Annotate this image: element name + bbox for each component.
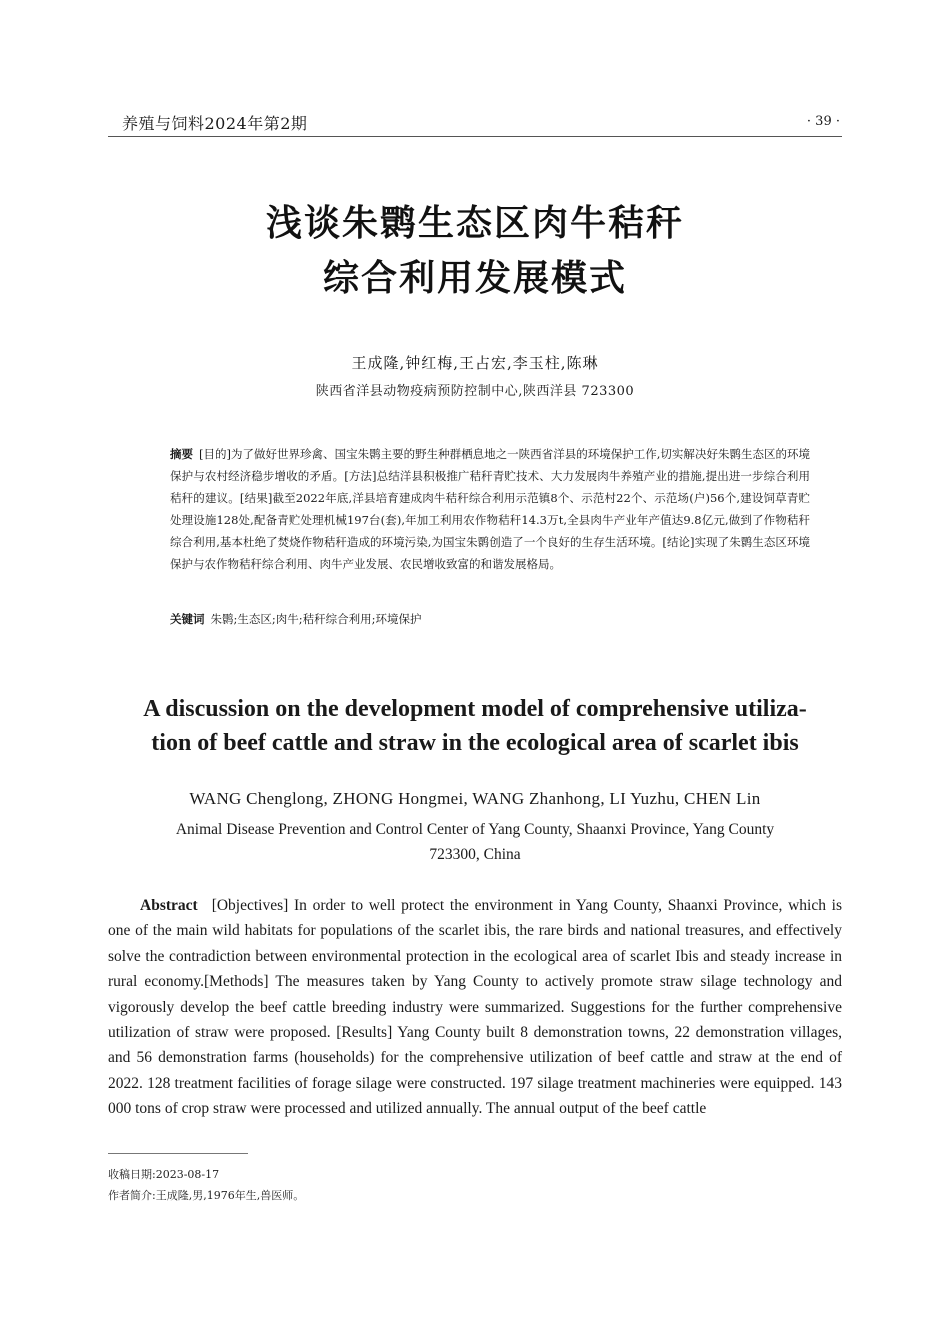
- title-en-line2: tion of beef cattle and straw in the ecological area of scarlet ibis: [151, 730, 799, 756]
- keywords-cn-label: 关键词: [170, 612, 205, 626]
- abstract-en-label: Abstract: [140, 897, 198, 914]
- footnote-received-date: 收稿日期:2023-08-17: [108, 1168, 220, 1181]
- authors-cn: 王成隆,钟红梅,王占宏,李玉柱,陈琳: [351, 354, 599, 372]
- keywords-cn: [170, 609, 810, 629]
- keywords-cn-text: 朱鹮;生态区;肉牛;秸秆综合利用;环境保护: [210, 612, 422, 626]
- abstract-en: [108, 893, 842, 1122]
- abstract-cn-label: 摘要: [170, 447, 194, 461]
- abstract-cn: [170, 443, 810, 575]
- running-header: [108, 110, 842, 137]
- title-cn-line1: 浅谈朱鹮生态区肉牛秸秆: [265, 203, 684, 244]
- title-en-line1: A discussion on the development model of comprehensive utiliza-: [143, 696, 807, 722]
- title-cn-line2: 综合利用发展模式: [322, 258, 627, 299]
- affiliation-cn: 陕西省洋县动物疫病预防控制中心,陕西洋县 723300: [315, 384, 635, 399]
- abstract-cn-text: [目的]为了做好世界珍禽、国宝朱鹮主要的野生种群栖息地之一陕西省洋县的环境保护工作,切实解决好朱鹮生态区的环境保护与农村经济稳步增收的矛盾。[方法]总结洋县积极推广秸秆青贮技术、大力发展肉牛养殖产业的措施,提出进一步综合利用秸秆的建议。[结果]截至2022年底,洋县培育建成肉牛秸秆综合利用示范镇8个、示范村22个、示范场(户)56个,建设饲草青贮处理设施128处,配备青贮处理机械197台(套),年加工利用农作物秸秆14.3万t,全县肉牛产业年产值达9.8亿元,做到了作物秸秆综合利用,基本杜绝了焚烧作物秸秆造成的环境污染,为国宝朱鹮创造了一个良好的生存生活环境。[结论]实现了朱鹮生态区环境保护与农作物秸秆综合利用、肉牛产业发展、农民增收致富的和谐发展格局。: [170, 447, 810, 571]
- journal-issue: 养殖与饲料2024年第2期: [122, 114, 308, 133]
- abstract-en-text: [Objectives] In order to well protect the environment in Yang County, Shaanxi Province, which is one of the main wild habitats for populations of the scarlet ibis, the rare birds and national treasures, and effectively solve the contradiction between environmental protection in the ecological area of scarlet Ibis and steady increase in rural economy.[Methods] The measures taken by Yang County to actively promote straw silage technology and vigorously develop the beef cattle breeding industry were summarized. Suggestions for the further comprehensive utilization of straw were proposed. [Results] Yang County built 8 demonstration towns, 22 demonstration villages, and 56 demonstration farms (households) for the comprehensive utilization of beef cattle and straw at the end of 2022. 128 treatment facilities of forage silage were constructed. 197 silage treatment machineries were equipped. 143 000 tons of crop straw were processed and utilized annually. The annual output of the beef cattle: [108, 897, 842, 1118]
- authors-en: WANG Chenglong, ZHONG Hongmei, WANG Zhanhong, LI Yuzhu, CHEN Lin: [189, 789, 761, 808]
- affiliation-en-line2: 723300, China: [429, 846, 521, 863]
- affiliation-en-line1: Animal Disease Prevention and Control Center of Yang County, Shaanxi Province, Yang County: [175, 821, 775, 838]
- footnote-author-bio: 作者简介:王成隆,男,1976年生,兽医师。: [108, 1189, 305, 1202]
- affiliation-en: [118, 817, 832, 867]
- page-number: · 39 ·: [806, 114, 840, 129]
- footnote-divider: [108, 1153, 248, 1154]
